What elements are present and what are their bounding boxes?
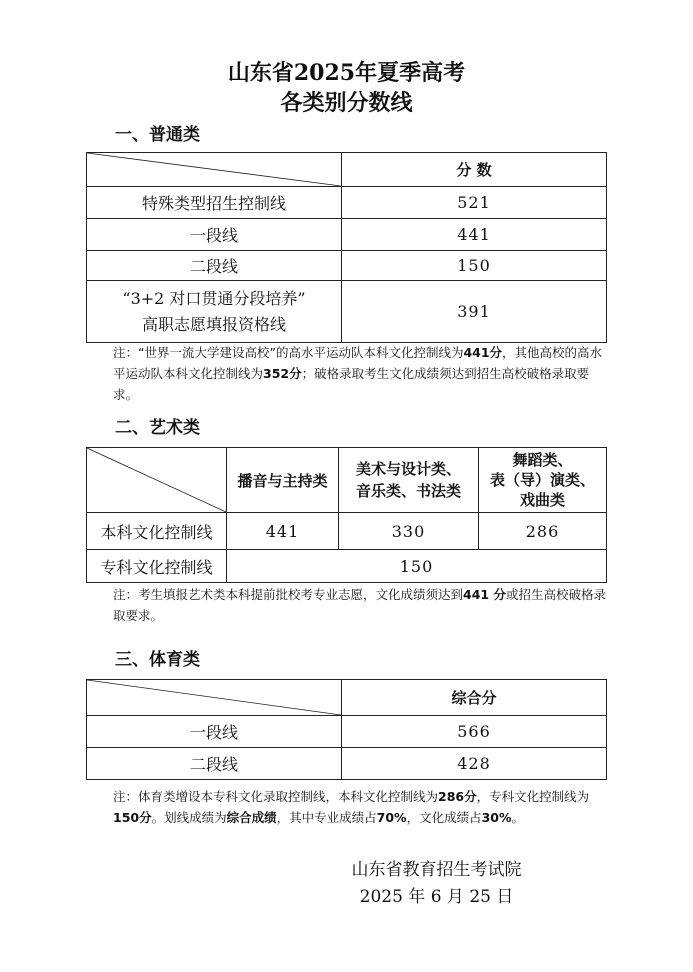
table-cell-value: 150 (227, 550, 607, 583)
header-line: 戏曲类 (519, 491, 565, 509)
table-row-label: 二段线 (87, 251, 342, 281)
note-emphasis: 30% (481, 810, 512, 825)
table-row-value: 150 (342, 251, 607, 281)
note-emphasis: 150分 (113, 810, 152, 825)
table-row-label: 一段线 (87, 716, 342, 748)
table-row-value: 391 (342, 281, 607, 343)
section-heading-general: 一、普通类 (115, 125, 200, 145)
diagonal-line-icon (87, 153, 341, 186)
art-column-header-broadcast: 播音与主持类 (227, 448, 339, 513)
sports-table (86, 679, 607, 780)
note-text: 。划线成绩为 (151, 810, 227, 825)
header-line: 美术与设计类、 (355, 460, 461, 478)
art-note (113, 584, 613, 626)
art-table (86, 447, 607, 583)
header-line: 表（导）演类、 (489, 471, 595, 489)
page-subtitle: 各类别分数线 (280, 90, 413, 116)
table-row-value: 441 (342, 219, 607, 251)
table-cell-value: 286 (479, 513, 607, 550)
issuer-name: 山东省教育招生考试院 (351, 860, 522, 880)
label-line: “3+2 对口贯通分段培养” (122, 288, 306, 308)
page-title: 山东省2025年夏季高考 (227, 60, 466, 86)
table-row-label: 本科文化控制线 (87, 513, 227, 550)
table-row-label: 二段线 (87, 748, 342, 780)
section-heading-sports: 三、体育类 (115, 650, 200, 670)
general-table (86, 152, 607, 343)
art-column-header-fine-arts (339, 448, 479, 513)
issue-date: 2025 年 6 月 25 日 (359, 887, 514, 907)
note-text: ，专科文化控制线为 (476, 789, 590, 804)
header-line: 音乐类、书法类 (355, 482, 461, 500)
score-column-header: 分 数 (342, 153, 607, 187)
table-row-label (87, 281, 342, 343)
note-text: ，其中专业成绩占 (276, 810, 377, 825)
note-text: 注：“世界一流大学建设高校”的高水平运动队本科文化控制线为 (113, 345, 464, 360)
diagonal-header-cell (87, 448, 227, 513)
note-text: 或招生高校破格录取要求。 (113, 587, 606, 623)
header-line: 舞蹈类、 (512, 451, 573, 469)
composite-score-column-header: 综合分 (342, 680, 607, 716)
note-emphasis: 综合成绩 (226, 810, 277, 825)
table-row-label: 一段线 (87, 219, 342, 251)
note-text: ；破格录取考生文化成绩须达到招生高校破格录取要求。 (113, 366, 590, 402)
art-column-header-dance (479, 448, 607, 513)
note-text: 注：考生填报艺术类本科提前批校考专业志愿，文化成绩须达到 (113, 587, 464, 602)
note-emphasis: 352分 (263, 366, 302, 381)
table-row-value: 521 (342, 187, 607, 219)
table-row-label: 特殊类型招生控制线 (87, 187, 342, 219)
general-note (113, 342, 613, 405)
note-emphasis: 70% (376, 810, 407, 825)
note-emphasis: 441 分 (463, 587, 506, 602)
label-line: 高职志愿填报资格线 (141, 314, 286, 334)
diagonal-line-icon (87, 448, 226, 512)
table-cell-value: 330 (339, 513, 479, 550)
note-text: 注：体育类增设本专科文化录取控制线，本科文化控制线为 (113, 789, 439, 804)
note-text: ，文化成绩占 (406, 810, 482, 825)
note-emphasis: 286分 (438, 789, 477, 804)
table-row-label: 专科文化控制线 (87, 550, 227, 583)
note-text: ，其他高校的高水平运动队本科文化控制线为 (113, 345, 603, 381)
table-row-value: 566 (342, 716, 607, 748)
note-text: 。 (511, 810, 525, 825)
note-emphasis: 441分 (463, 345, 503, 360)
table-cell-value: 441 (227, 513, 339, 550)
diagonal-header-cell (87, 153, 342, 187)
diagonal-line-icon (87, 680, 341, 715)
sports-note (113, 786, 613, 828)
diagonal-header-cell (87, 680, 342, 716)
section-heading-art: 二、艺术类 (115, 418, 200, 438)
table-row-value: 428 (342, 748, 607, 780)
